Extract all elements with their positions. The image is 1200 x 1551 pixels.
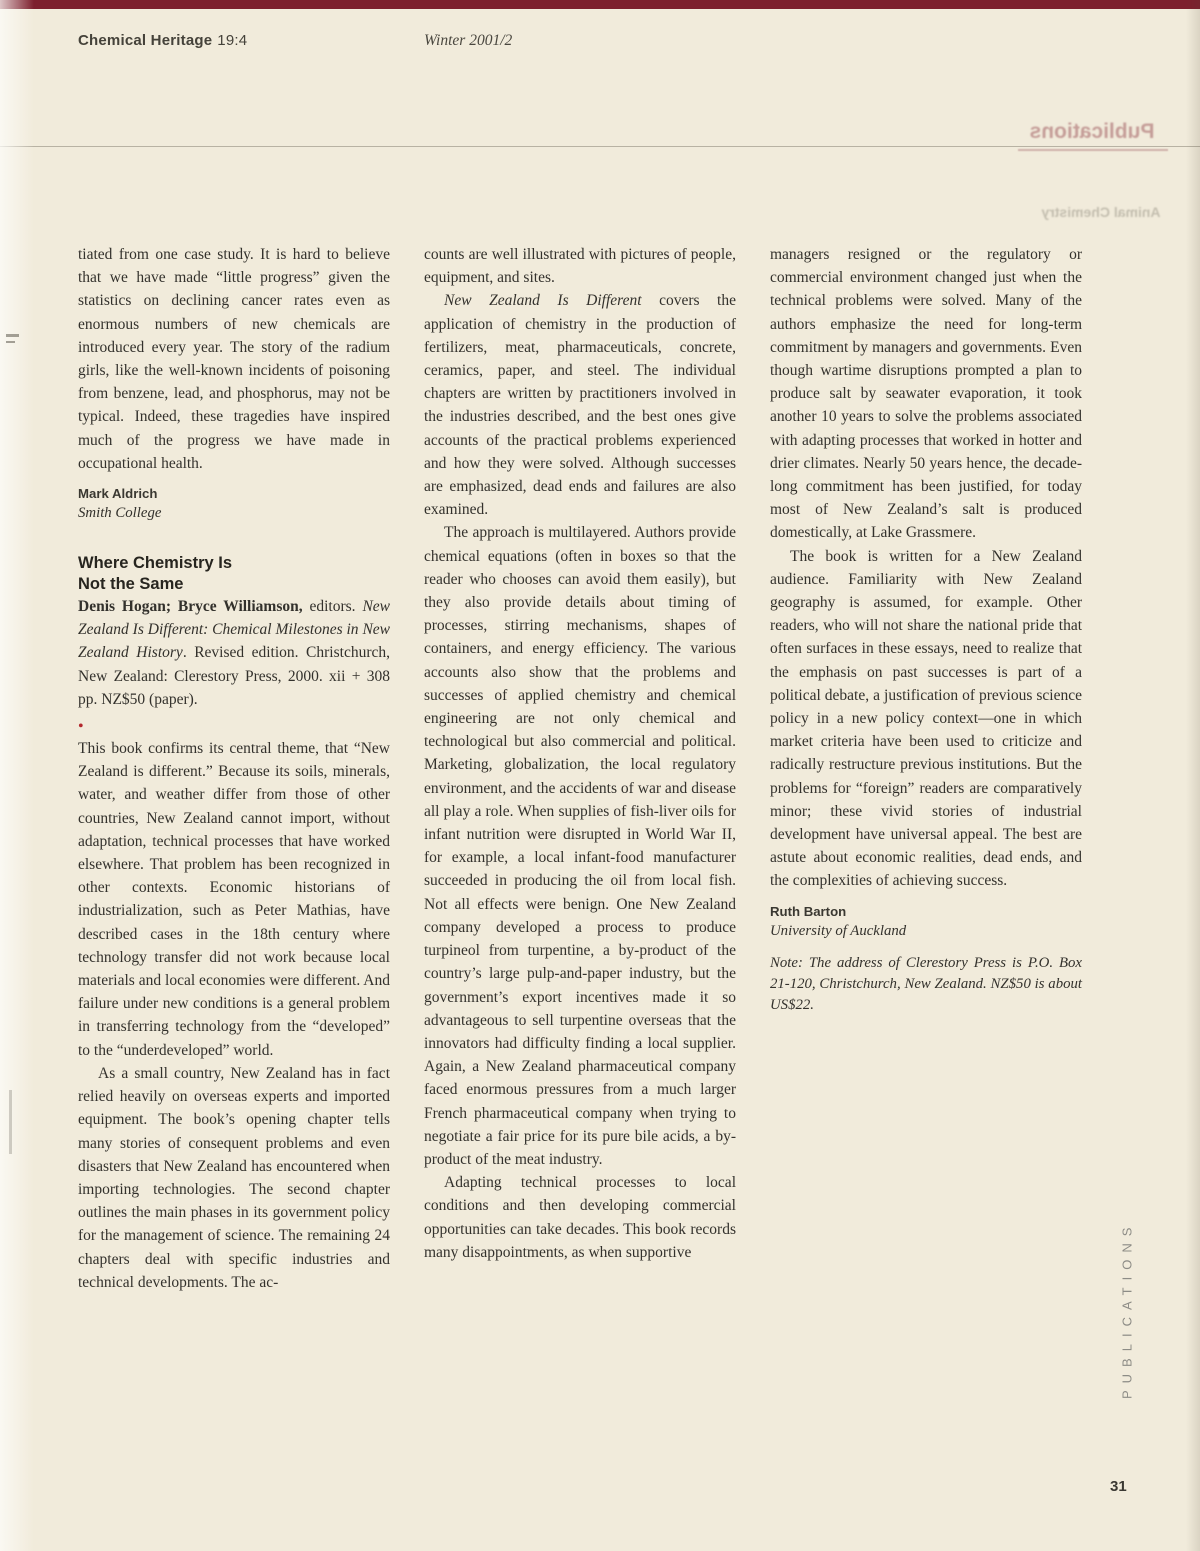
bleedthrough-rule <box>1018 149 1168 151</box>
section-bullet: • <box>78 718 84 736</box>
column-2 <box>424 243 736 1264</box>
review-paragraph: counts are well illustrated with pictures of people, equipment, and sites. <box>424 246 736 287</box>
header-rule <box>0 146 1200 147</box>
page-left-edge <box>0 0 34 1551</box>
review-paragraph: tiated from one case study. It is hard to believe that we have made “little progress” given the statistics on declining cancer rates even as enormous numbers of new chemicals are introduced every year. The story of the radium girls, like the well-known incidents of poisoning from benzene, lead, and phosphorus, may not be typical. Indeed, these tragedies have inspired much of the progress we have made in occupational health. <box>78 246 390 472</box>
column-3 <box>770 243 1082 1016</box>
page-number: 31 <box>1110 1478 1127 1495</box>
reviewer-affiliation: University of Auckland <box>770 922 907 939</box>
book-citation: Denis Hogan; Bryce Williamson, editors. New Zealand Is Different: Chemical Milestones in New Zealand History. Revised edition. Christchurch, New Zealand: Clerestory Press, 2000. xii + 308 pp. NZ$50 (paper). <box>78 598 391 708</box>
publisher-note: Note: The address of Clerestory Press is P.O. Box 21-120, Christchurch, New Zealand. NZ$50 is about US$22. <box>770 954 1082 1013</box>
column-1 <box>78 243 390 1294</box>
section-label-publications: PUBLICATIONS <box>1119 1220 1135 1400</box>
journal-issue: 19:4 <box>217 32 248 49</box>
review-paragraph: managers resigned or the regulatory or commercial environment changed just when the technical problems were solved. Many of the authors emphasize the need for long-term commitment by managers and governments. Even though wartime disruptions prompted a plan to produce salt by seawater evaporation, it took another 10 years to solve the problems associated with adapting processes that worked in hotter and drier climates. Nearly 50 years hence, the decade-long commitment has been justified, for today most of New Zealand’s salt is produced domestically, at Lake Grassmere. <box>770 246 1082 542</box>
page-right-edge <box>1186 0 1200 1551</box>
review-paragraph: The book is written for a New Zealand audience. Familiarity with New Zealand geography is assumed, for example. Other readers, who will not share the national pride that often surfaces in these essays, need to realize that the emphasis on past successes is part of a political debate, a justification of previous science policy in a new policy context—one in which market criteria have been used to criticize and radically restructure previous institutions. But the problems for “foreign” readers are comparatively minor; these vivid stories of industrial development have universal appeal. The best are astute about economic realities, dead ends, and the complexities of achieving success. <box>770 547 1082 890</box>
review-paragraph: Adapting technical processes to local conditions and then developing commercial opportunities can take decades. This book records many disappointments, as when supportive <box>424 1174 736 1261</box>
binding-mark <box>9 1090 12 1154</box>
review-title-line2: Not the Same <box>78 575 184 594</box>
bleedthrough-subheading: Animal Chemistry <box>1041 204 1161 220</box>
issue-date: Winter 2001/2 <box>424 32 513 49</box>
review-paragraph: The approach is multilayered. Authors provide chemical equations (often in boxes so that the reader who chooses can avoid them easily), but they also provide details about timing of processes, stirring mechanisms, shapes of containers, and energy efficiency. The various accounts also show that the problems and successes of applied chemistry and chemical engineering are not only chemical and technological but also commercial and political. Marketing, globalization, the local regulatory environment, and the accidents of war and disease all play a role. When supplies of fish-liver oils for infant nutrition were disrupted in World War II, for example, a local infant-food manufacturer succeeded in producing the oil from local fish. Not all effects were benign. One New Zealand company developed a process to produce turpineol from turpentine, a by-product of the country’s large pulp-and-paper industry, but the government’s export incentives made it so advantageous to sell turpentine overseas that the innovators had difficulty finding a local supplier. Again, a New Zealand pharmaceutical company faced enormous pressures from a much larger French pharmaceutical company when trying to negotiate a fair price for its pure bile acids, a by-product of the meat industry. <box>424 524 736 1168</box>
reviewer-name: Ruth Barton <box>770 903 847 919</box>
reviewer-affiliation: Smith College <box>78 505 162 522</box>
reviewer-name: Mark Aldrich <box>78 486 158 502</box>
top-accent-bar <box>0 0 1200 9</box>
journal-masthead <box>78 32 247 49</box>
binding-mark <box>6 334 19 337</box>
review-title <box>78 553 390 595</box>
review-paragraph: As a small country, New Zealand has in fact relied heavily on overseas experts and imported equipment. The book’s opening chapter tells many stories of consequent problems and even disasters that New Zealand has encountered when importing technologies. The second chapter outlines the main phases in its government policy for the management of science. The remaining 24 chapters deal with specific industries and technical developments. The ac- <box>78 1064 390 1291</box>
binding-mark <box>6 341 15 343</box>
journal-name: Chemical Heritage <box>78 32 213 49</box>
bleedthrough-section-heading: Publications <box>1029 120 1155 143</box>
review-title-line1: Where Chemistry Is <box>78 554 233 573</box>
review-paragraph: New Zealand Is Different covers the application of chemistry in the production of fertilizers, meat, pharmaceuticals, concrete, ceramics, paper, and steel. The individual chapters are written by practitioners involved in the industries described, and the best ones give accounts of the practical problems experienced and how they were solved. Although successes are emphasized, dead ends and failures are also examined. <box>424 292 736 519</box>
review-paragraph: This book confirms its central theme, that “New Zealand is different.” Because its soils, minerals, water, and weather differ from those of other countries, New Zealand cannot import, without adaptation, technical processes that have worked elsewhere. That problem has been recognized in other contexts. Economic historians of industrialization, such as Peter Mathias, have described cases in the 18th century where technology transfer did not work because local materials and local economies were different. And failure under new conditions is a general problem in transferring technology from the “developed” to the “underdeveloped” world. <box>78 740 390 1059</box>
